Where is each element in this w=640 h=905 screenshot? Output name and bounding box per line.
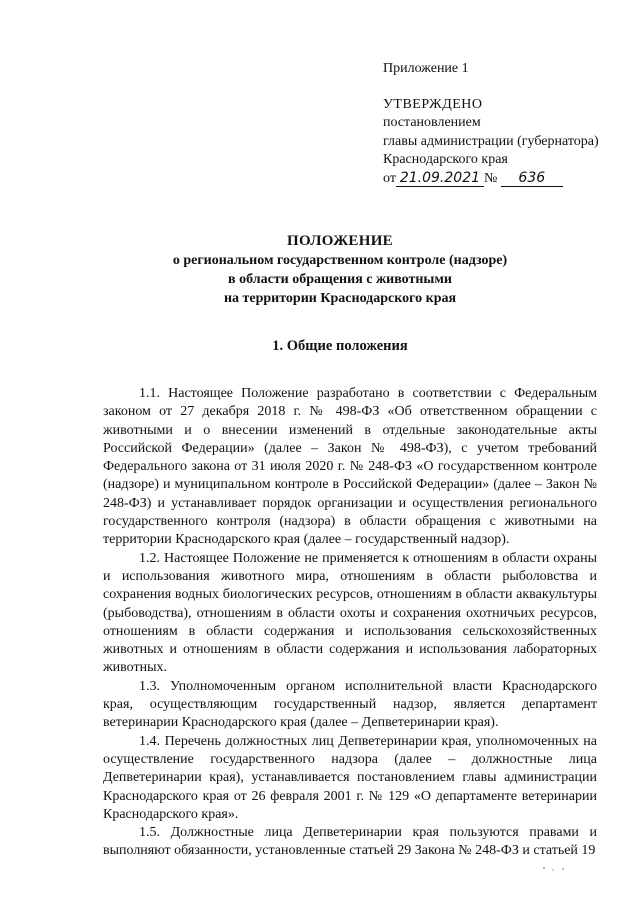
title-line-3: на территории Краснодарского края bbox=[223, 291, 457, 306]
approval-line-3: Краснодарского края bbox=[383, 152, 508, 167]
title-main: ПОЛОЖЕНИЕ bbox=[287, 233, 393, 249]
approval-line-1: постановлением bbox=[383, 115, 481, 130]
paragraph-1-3: 1.3. Уполномоченным органом исполнительной власти Краснодарского края, осуществляющим государственный надзор, является департамент ветеринарии Краснодарского края (далее – Депветеринарии края). bbox=[103, 678, 597, 731]
date-number-line bbox=[383, 170, 633, 189]
number-prefix: № bbox=[483, 170, 498, 186]
title-line-1: о региональном государственном контроле (надзоре) bbox=[172, 253, 508, 268]
title-line-2: в области обращения с животными bbox=[228, 272, 452, 287]
date-prefix: от bbox=[383, 170, 396, 186]
approval-block bbox=[383, 60, 633, 188]
paragraph-1-5: 1.5. Должностные лица Депветеринарии края пользуются правами и выполняют обязанности, установленные статьей 29 Закона № 248-ФЗ и статьей 19 bbox=[103, 825, 597, 859]
approval-line-2: главы администрации (губернатора) bbox=[383, 133, 599, 149]
paragraph-1-2: 1.2. Настоящее Положение не применяется к отношениям в области охраны и использования животного мира, отношениям в области рыболовства и сохранения водных биологических ресурсов, отношениям в области аквакультуры (рыбоводства), отношениям в области охоты и сохранения охотничьих ресурсов, отношениям в области содержания и использования сельскохозяйственных животных и отношениям в области содержания и использования лабораторных животных. bbox=[103, 550, 597, 676]
approved-label: УТВЕРЖДЕНО bbox=[383, 96, 483, 112]
appendix-label: Приложение 1 bbox=[383, 61, 469, 76]
paragraph-1-4: 1.4. Перечень должностных лиц Депветеринарии края, уполномоченных на осуществление государственного надзора (далее – должностные лица Депветеринарии края), устанавливается постановлением главы администрации Краснодарского края от 26 февраля 2001 г. № 129 «О департаменте ветеринарии Краснодарского края». bbox=[103, 733, 597, 822]
paragraph-1-1: 1.1. Настоящее Положение разработано в соответствии с Федеральным законом от 27 декабря 2018 г. № 498-ФЗ «Об ответственном обращении с животными и о внесении изменений в отдельные законодательные акты Российской Федерации» (далее – Закон № 498-ФЗ), с учетом требований Федерального закона от 31 июля 2020 г. № 248-ФЗ «О государственном контроле (надзоре) и муниципальном контроле в Российской Федерации» (далее – Закон № 248-ФЗ) и устанавливает порядок организации и осуществления регионального государственного контроля (надзора) в области обращения с животными на территории Краснодарского края (далее – государственный надзор). bbox=[103, 386, 597, 548]
section-heading: 1. Общие положения bbox=[272, 338, 408, 354]
handwritten-number: 636 bbox=[501, 171, 563, 187]
handwritten-date: 21.09.2021 bbox=[396, 171, 484, 187]
document-body bbox=[103, 385, 597, 861]
document-title bbox=[80, 232, 600, 308]
